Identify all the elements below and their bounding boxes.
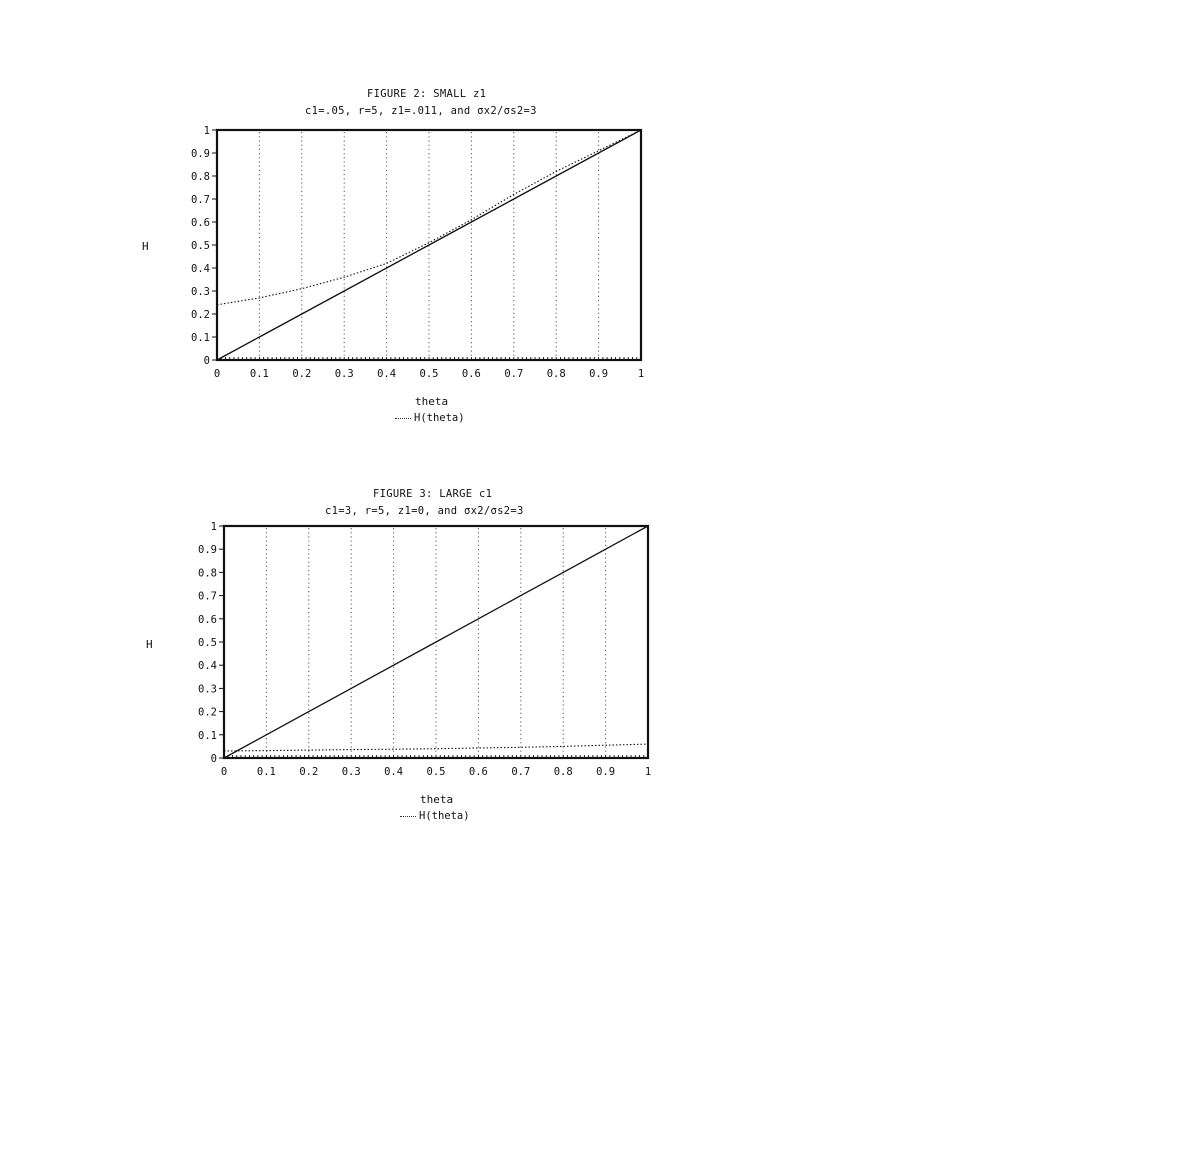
- x-tick-label: 0.3: [341, 766, 361, 778]
- x-tick-label: 0.3: [334, 368, 354, 380]
- x-tick-label: 0.4: [377, 368, 397, 380]
- x-tick-label: 0: [220, 766, 228, 778]
- legend-swatch-dotted: [400, 816, 416, 817]
- y-tick-label: 0.9: [198, 544, 217, 557]
- x-tick-label: 0.2: [292, 368, 312, 380]
- y-tick-label: 0.7: [191, 194, 210, 206]
- y-tick-label: 0.3: [191, 286, 210, 298]
- x-tick-label: 0.8: [553, 766, 573, 778]
- x-tick-label: 0.6: [468, 766, 488, 778]
- x-tick-label: 0.2: [299, 766, 319, 778]
- y-tick-label: 1: [203, 125, 210, 137]
- x-tick-label: 0.7: [504, 368, 524, 380]
- y-tick-label: 0.5: [198, 637, 217, 649]
- chart-subtitle: c1=.05, r=5, z1=.011, and σx2/σs2=3: [305, 105, 537, 117]
- y-tick-label: 0: [210, 753, 217, 765]
- x-tick-label: 0: [213, 368, 221, 380]
- y-tick-label: 0.5: [191, 240, 210, 252]
- x-axis-label: theta: [420, 793, 454, 806]
- y-tick-label: 0.4: [198, 660, 217, 673]
- y-tick-label: 0.1: [191, 332, 210, 344]
- x-tick-label: 1: [644, 766, 652, 778]
- y-tick-label: 0.7: [198, 590, 217, 603]
- y-tick-label: 0: [203, 355, 210, 367]
- y-tick-label: 0.8: [198, 567, 217, 580]
- y-axis-label: H: [142, 240, 149, 253]
- y-tick-label: 0.2: [198, 706, 217, 719]
- y-tick-label: 0.6: [191, 217, 210, 229]
- x-tick-label: 0.8: [546, 368, 566, 380]
- legend-label: H(theta): [414, 412, 465, 424]
- legend-label: H(theta): [419, 810, 470, 822]
- chart-title: FIGURE 3: LARGE c1: [373, 488, 493, 500]
- y-tick-label: 1: [210, 521, 217, 533]
- x-tick-label: 0.9: [596, 766, 616, 778]
- y-tick-label: 0.6: [198, 613, 217, 626]
- y-tick-label: 0.8: [191, 171, 210, 183]
- series-line-solid: [224, 526, 648, 758]
- legend: [400, 810, 470, 822]
- x-tick-label: 0.6: [461, 368, 481, 380]
- x-tick-label: 0.5: [426, 766, 446, 778]
- figure-3: [0, 0, 827, 822]
- x-tick-label: 0.1: [249, 368, 269, 380]
- y-tick-label: 0.9: [191, 148, 210, 160]
- x-axis-label: theta: [415, 395, 449, 408]
- x-tick-label: 0.7: [511, 766, 531, 778]
- x-tick-label: 0.1: [256, 766, 276, 778]
- x-tick-label: 1: [637, 368, 645, 380]
- chart-subtitle: c1=3, r=5, z1=0, and σx2/σs2=3: [325, 505, 524, 517]
- y-tick-label: 0.1: [198, 729, 217, 742]
- y-tick-label: 0.2: [191, 309, 210, 321]
- y-axis-label: H: [146, 638, 153, 651]
- y-tick-label: 0.3: [198, 683, 217, 696]
- chart-title: FIGURE 2: SMALL z1: [367, 88, 487, 100]
- x-tick-label: 0.5: [419, 368, 439, 380]
- x-tick-label: 0.9: [589, 368, 609, 380]
- x-tick-label: 0.4: [384, 766, 404, 778]
- y-tick-label: 0.4: [191, 263, 210, 275]
